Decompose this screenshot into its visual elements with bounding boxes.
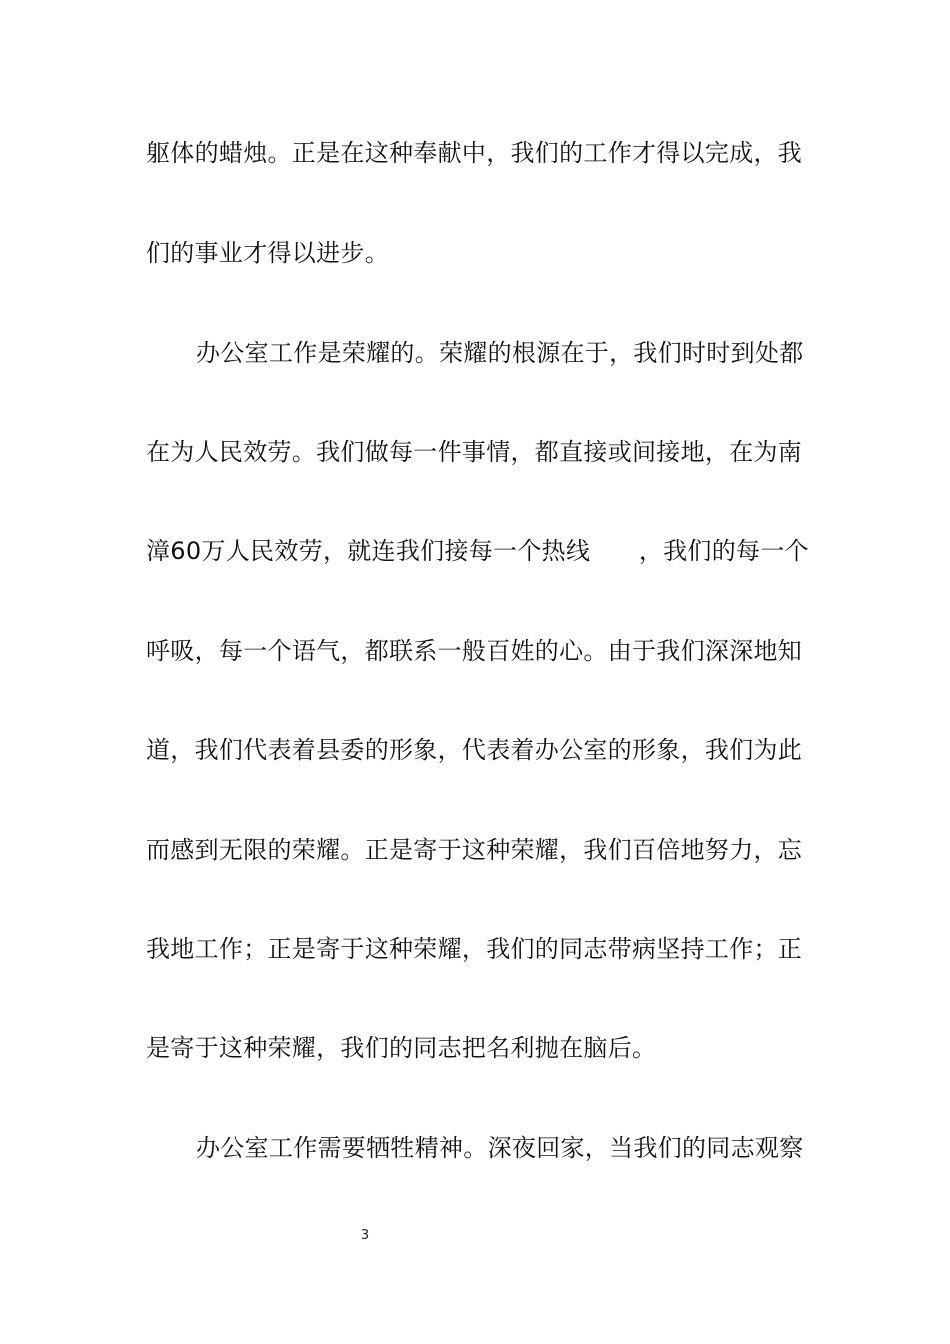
- text-line: 是寄于这种荣耀，我们的同志把名利抛在脑后。: [146, 1034, 657, 1062]
- text-line: 而感到无限的荣耀。正是寄于这种荣耀，我们百倍地努力，忘: [146, 836, 803, 864]
- text-line: 呼吸，每一个语气，都联系一般百姓的心。由于我们深深地知: [146, 637, 803, 665]
- text-line: 躯体的蜡烛。正是在这种奉献中，我们的工作才得以完成，我: [146, 139, 803, 167]
- paragraph-first-line: 办公室工作需要牺牲精神。深夜回家，当我们的同志观察: [196, 1134, 804, 1162]
- text-line: 道，我们代表着县委的形象，代表着办公室的形象，我们为此: [146, 736, 803, 764]
- paragraph-first-line: 办公室工作是荣耀的。荣耀的根源在于，我们时时到处都: [196, 339, 804, 367]
- text-line: 我地工作；正是寄于这种荣耀，我们的同志带病坚持工作；正: [146, 935, 803, 963]
- text-line: 在为人民效劳。我们做每一件事情，都直接或间接地，在为南: [146, 438, 803, 466]
- text-line: 们的事业才得以进步。: [146, 239, 389, 267]
- text-line: 漳60万人民效劳，就连我们接每一个热线 ，我们的每一个: [146, 537, 809, 565]
- page-number: 3: [360, 1228, 370, 1243]
